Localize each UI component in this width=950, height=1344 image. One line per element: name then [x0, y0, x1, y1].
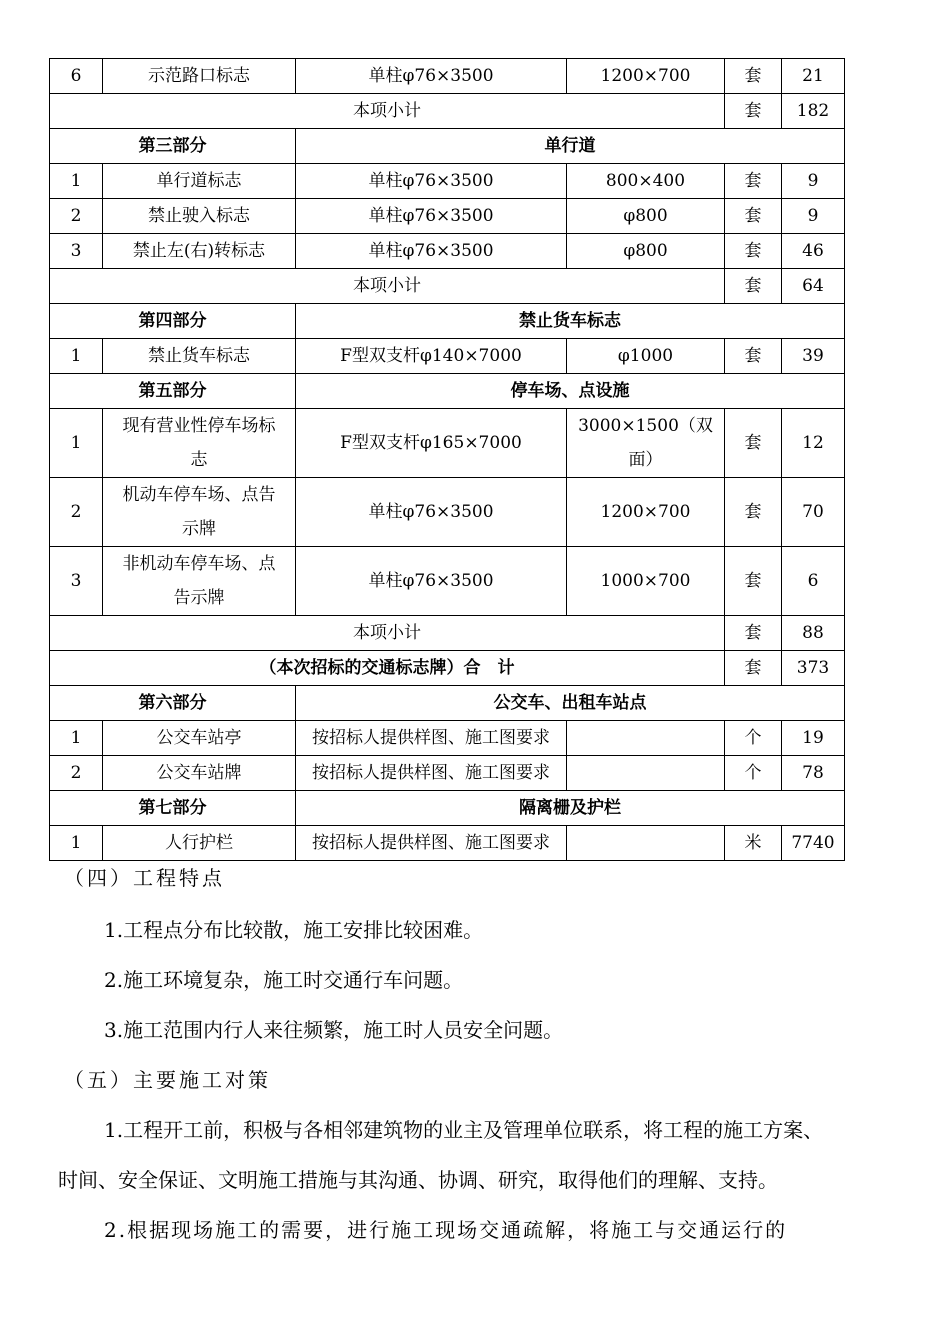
- total-label: （本次招标的交通标志牌）合 计: [50, 651, 725, 686]
- cell-pole: 单柱φ76×3500: [296, 199, 567, 234]
- cell-unit: 套: [725, 339, 782, 374]
- cell-no: 3: [50, 547, 103, 616]
- cell-unit: 套: [725, 651, 782, 686]
- cell-name: 禁止左(右)转标志: [103, 234, 296, 269]
- name-line: 现有营业性停车场标: [122, 416, 276, 436]
- cell-unit: 米: [725, 826, 782, 861]
- cell-pole: 按招标人提供样图、施工图要求: [296, 756, 567, 791]
- cell-name: [103, 478, 296, 547]
- table-row: [50, 199, 845, 234]
- section-label: 第七部分: [50, 791, 296, 826]
- cell-name: 公交车站亭: [103, 721, 296, 756]
- table-row: [50, 478, 845, 547]
- cell-qty: 9: [782, 164, 845, 199]
- cell-qty: 39: [782, 339, 845, 374]
- cell-pole: 单柱φ76×3500: [296, 164, 567, 199]
- table-row: [50, 409, 845, 478]
- cell-size: [567, 409, 725, 478]
- cell-size: φ1000: [567, 339, 725, 374]
- cell-qty: 373: [782, 651, 845, 686]
- section-label: 第六部分: [50, 686, 296, 721]
- cell-size: 800×400: [567, 164, 725, 199]
- section-title: 隔离栅及护栏: [296, 791, 845, 826]
- table-row: [50, 234, 845, 269]
- section-title: 单行道: [296, 129, 845, 164]
- cell-name: 示范路口标志: [103, 59, 296, 94]
- section-label: 第五部分: [50, 374, 296, 409]
- cell-no: 2: [50, 199, 103, 234]
- cell-qty: 46: [782, 234, 845, 269]
- table-row: [50, 826, 845, 861]
- cell-unit: 套: [725, 94, 782, 129]
- cell-qty: 6: [782, 547, 845, 616]
- size-line: 3000×1500（双: [578, 416, 713, 436]
- cell-unit: 个: [725, 756, 782, 791]
- cell-size: [567, 756, 725, 791]
- cell-unit: 套: [725, 234, 782, 269]
- paragraph: 2.根据现场施工的需要，进行施工现场交通疏解，将施工与交通运行的: [104, 1218, 788, 1242]
- section-label: 第三部分: [50, 129, 296, 164]
- cell-pole: 单柱φ76×3500: [296, 234, 567, 269]
- cell-pole: 单柱φ76×3500: [296, 478, 567, 547]
- table-row: [50, 547, 845, 616]
- cell-qty: 9: [782, 199, 845, 234]
- table-row: [50, 339, 845, 374]
- cell-pole: 按招标人提供样图、施工图要求: [296, 721, 567, 756]
- cell-name: 单行道标志: [103, 164, 296, 199]
- cell-unit: 套: [725, 547, 782, 616]
- cell-pole: 单柱φ76×3500: [296, 59, 567, 94]
- cell-pole: F型双支杆φ165×7000: [296, 409, 567, 478]
- cell-pole: 单柱φ76×3500: [296, 547, 567, 616]
- section-heading-5: （五）主要施工对策: [64, 1068, 271, 1092]
- paragraph: 1.工程点分布比较散，施工安排比较困难。: [104, 918, 484, 942]
- cell-name: [103, 409, 296, 478]
- cell-no: 2: [50, 478, 103, 547]
- name-line: 机动车停车场、点告: [122, 485, 276, 505]
- cell-no: 1: [50, 339, 103, 374]
- subtotal-label: 本项小计: [50, 269, 725, 304]
- cell-qty: 64: [782, 269, 845, 304]
- paragraph: 2.施工环境复杂，施工时交通行车问题。: [104, 968, 464, 992]
- name-line: 告示牌: [173, 588, 225, 608]
- paragraph: 3.施工范围内行人来往频繁，施工时人员安全问题。: [104, 1018, 564, 1042]
- section-header-row: [50, 304, 845, 339]
- cell-name: 人行护栏: [103, 826, 296, 861]
- cell-unit: 套: [725, 478, 782, 547]
- paragraph: 1.工程开工前，积极与各相邻建筑物的业主及管理单位联系，将工程的施工方案、: [104, 1118, 824, 1142]
- cell-no: 2: [50, 756, 103, 791]
- section-title: 停车场、点设施: [296, 374, 845, 409]
- table-row: [50, 756, 845, 791]
- cell-size: [567, 826, 725, 861]
- cell-unit: 套: [725, 616, 782, 651]
- cell-unit: 套: [725, 164, 782, 199]
- cell-qty: 78: [782, 756, 845, 791]
- cell-name: 禁止货车标志: [103, 339, 296, 374]
- cell-pole: 按招标人提供样图、施工图要求: [296, 826, 567, 861]
- subtotal-label: 本项小计: [50, 94, 725, 129]
- cell-size: 1000×700: [567, 547, 725, 616]
- section-header-row: [50, 374, 845, 409]
- cell-size: 1200×700: [567, 478, 725, 547]
- cell-unit: 个: [725, 721, 782, 756]
- subtotal-label: 本项小计: [50, 616, 725, 651]
- cell-pole: F型双支杆φ140×7000: [296, 339, 567, 374]
- section-header-row: [50, 129, 845, 164]
- subtotal-row: [50, 616, 845, 651]
- section-title: 禁止货车标志: [296, 304, 845, 339]
- cell-name: 禁止驶入标志: [103, 199, 296, 234]
- cell-no: 1: [50, 164, 103, 199]
- cell-size: [567, 721, 725, 756]
- table-row: [50, 721, 845, 756]
- subtotal-row: [50, 269, 845, 304]
- name-line: 志: [190, 450, 208, 470]
- name-line: 示牌: [182, 519, 216, 539]
- table-row: [50, 59, 845, 94]
- cell-name: [103, 547, 296, 616]
- section-header-row: [50, 686, 845, 721]
- section-title: 公交车、出租车站点: [296, 686, 845, 721]
- cell-qty: 7740: [782, 826, 845, 861]
- cell-size: φ800: [567, 234, 725, 269]
- cell-no: 6: [50, 59, 103, 94]
- size-line: 面）: [628, 450, 663, 470]
- cell-unit: 套: [725, 269, 782, 304]
- quantity-table: [49, 58, 845, 861]
- cell-qty: 88: [782, 616, 845, 651]
- cell-qty: 70: [782, 478, 845, 547]
- cell-unit: 套: [725, 409, 782, 478]
- section-label: 第四部分: [50, 304, 296, 339]
- cell-no: 1: [50, 721, 103, 756]
- section-header-row: [50, 791, 845, 826]
- cell-qty: 12: [782, 409, 845, 478]
- total-row: [50, 651, 845, 686]
- cell-size: φ800: [567, 199, 725, 234]
- cell-no: 1: [50, 409, 103, 478]
- section-heading-4: （四）工程特点: [64, 866, 225, 890]
- cell-name: 公交车站牌: [103, 756, 296, 791]
- cell-qty: 182: [782, 94, 845, 129]
- cell-unit: 套: [725, 199, 782, 234]
- subtotal-row: [50, 94, 845, 129]
- paragraph: 时间、安全保证、文明施工措施与其沟通、协调、研究，取得他们的理解、支持。: [58, 1168, 778, 1192]
- name-line: 非机动车停车场、点: [122, 554, 276, 574]
- table-row: [50, 164, 845, 199]
- cell-no: 3: [50, 234, 103, 269]
- cell-unit: 套: [725, 59, 782, 94]
- cell-no: 1: [50, 826, 103, 861]
- cell-qty: 21: [782, 59, 845, 94]
- cell-size: 1200×700: [567, 59, 725, 94]
- cell-qty: 19: [782, 721, 845, 756]
